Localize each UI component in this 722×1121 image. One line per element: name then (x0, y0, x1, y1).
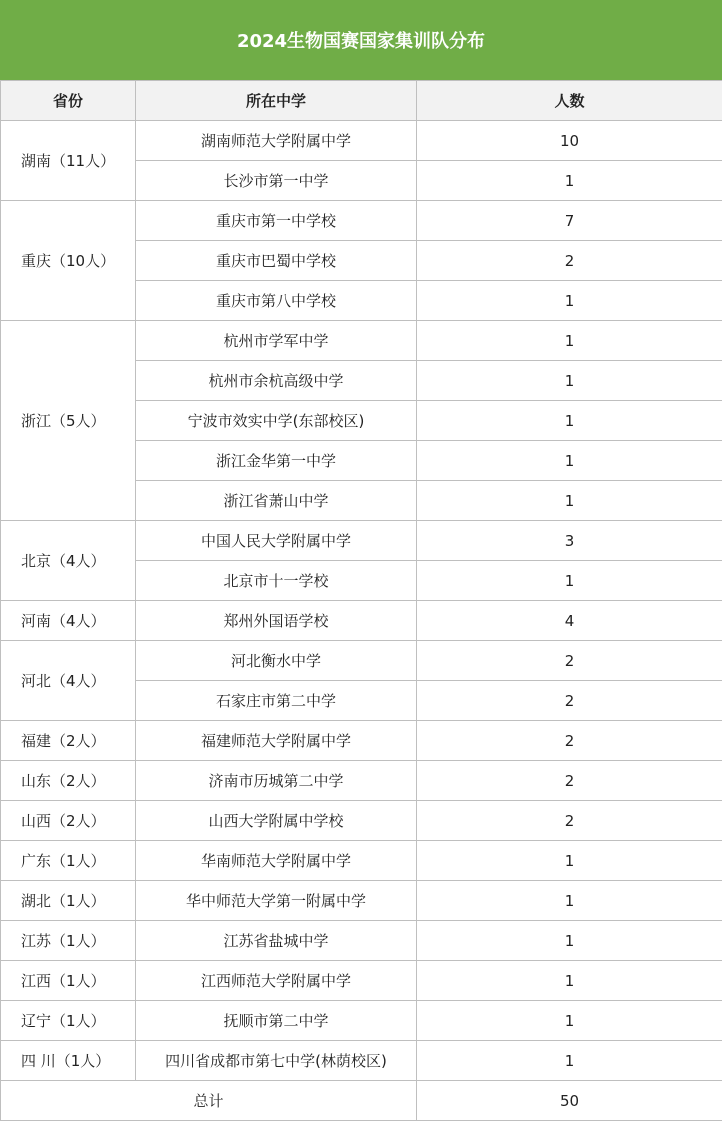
school-cell: 石家庄市第二中学 (136, 681, 417, 721)
school-cell: 杭州市学军中学 (136, 321, 417, 361)
count-cell: 1 (417, 321, 722, 361)
count-cell: 1 (417, 441, 722, 481)
province-cell: 福建（2人） (1, 721, 136, 761)
table-row (1, 801, 722, 841)
table-row (1, 601, 722, 641)
school-cell: 重庆市第八中学校 (136, 281, 417, 321)
count-cell: 1 (417, 1001, 722, 1041)
count-cell: 3 (417, 521, 722, 561)
province-cell: 北京（4人） (1, 521, 136, 601)
school-cell: 重庆市巴蜀中学校 (136, 241, 417, 281)
table-row (1, 841, 722, 881)
province-cell: 广东（1人） (1, 841, 136, 881)
table-row (1, 121, 722, 161)
count-cell: 10 (417, 121, 722, 161)
school-cell: 福建师范大学附属中学 (136, 721, 417, 761)
school-cell: 抚顺市第二中学 (136, 1001, 417, 1041)
school-cell: 华中师范大学第一附属中学 (136, 881, 417, 921)
table-title: 2024生物国赛国家集训队分布 (0, 0, 722, 80)
province-cell: 山东（2人） (1, 761, 136, 801)
count-cell: 1 (417, 921, 722, 961)
table-row (1, 201, 722, 241)
province-cell: 河南（4人） (1, 601, 136, 641)
school-cell: 郑州外国语学校 (136, 601, 417, 641)
count-cell: 1 (417, 841, 722, 881)
distribution-table (0, 80, 722, 1121)
count-cell: 2 (417, 641, 722, 681)
table-row (1, 761, 722, 801)
province-cell: 重庆（10人） (1, 201, 136, 321)
school-cell: 华南师范大学附属中学 (136, 841, 417, 881)
school-cell: 杭州市余杭高级中学 (136, 361, 417, 401)
school-cell: 北京市十一学校 (136, 561, 417, 601)
school-cell: 河北衡水中学 (136, 641, 417, 681)
province-cell: 湖南（11人） (1, 121, 136, 201)
table-row (1, 521, 722, 561)
province-cell: 山西（2人） (1, 801, 136, 841)
school-cell: 浙江金华第一中学 (136, 441, 417, 481)
count-cell: 1 (417, 361, 722, 401)
count-cell: 1 (417, 1041, 722, 1081)
school-cell: 长沙市第一中学 (136, 161, 417, 201)
province-cell: 辽宁（1人） (1, 1001, 136, 1041)
count-cell: 4 (417, 601, 722, 641)
table-row (1, 921, 722, 961)
school-cell: 济南市历城第二中学 (136, 761, 417, 801)
table-row (1, 721, 722, 761)
table-row (1, 881, 722, 921)
table-row (1, 961, 722, 1001)
count-cell: 2 (417, 761, 722, 801)
count-cell: 1 (417, 961, 722, 1001)
school-cell: 江西师范大学附属中学 (136, 961, 417, 1001)
province-cell: 江西（1人） (1, 961, 136, 1001)
table-row (1, 641, 722, 681)
header-school: 所在中学 (136, 81, 417, 121)
school-cell: 江苏省盐城中学 (136, 921, 417, 961)
count-cell: 2 (417, 681, 722, 721)
province-cell: 江苏（1人） (1, 921, 136, 961)
header-province: 省份 (1, 81, 136, 121)
count-cell: 2 (417, 801, 722, 841)
school-cell: 山西大学附属中学校 (136, 801, 417, 841)
table-body (1, 121, 722, 1081)
province-cell: 四 川（1人） (1, 1041, 136, 1081)
province-cell: 河北（4人） (1, 641, 136, 721)
school-cell: 浙江省萧山中学 (136, 481, 417, 521)
count-cell: 2 (417, 241, 722, 281)
school-cell: 宁波市效实中学(东部校区) (136, 401, 417, 441)
count-cell: 2 (417, 721, 722, 761)
count-cell: 1 (417, 401, 722, 441)
count-cell: 1 (417, 561, 722, 601)
table-row (1, 321, 722, 361)
table-row (1, 1001, 722, 1041)
count-cell: 1 (417, 481, 722, 521)
school-cell: 湖南师范大学附属中学 (136, 121, 417, 161)
count-cell: 1 (417, 881, 722, 921)
province-cell: 浙江（5人） (1, 321, 136, 521)
school-cell: 中国人民大学附属中学 (136, 521, 417, 561)
school-cell: 四川省成都市第七中学(林荫校区) (136, 1041, 417, 1081)
table-row (1, 1041, 722, 1081)
header-row (1, 81, 722, 121)
total-row (1, 1081, 722, 1121)
school-cell: 重庆市第一中学校 (136, 201, 417, 241)
province-cell: 湖北（1人） (1, 881, 136, 921)
count-cell: 1 (417, 281, 722, 321)
total-label: 总计 (1, 1081, 417, 1121)
count-cell: 7 (417, 201, 722, 241)
total-value: 50 (417, 1081, 722, 1121)
header-count: 人数 (417, 81, 722, 121)
count-cell: 1 (417, 161, 722, 201)
